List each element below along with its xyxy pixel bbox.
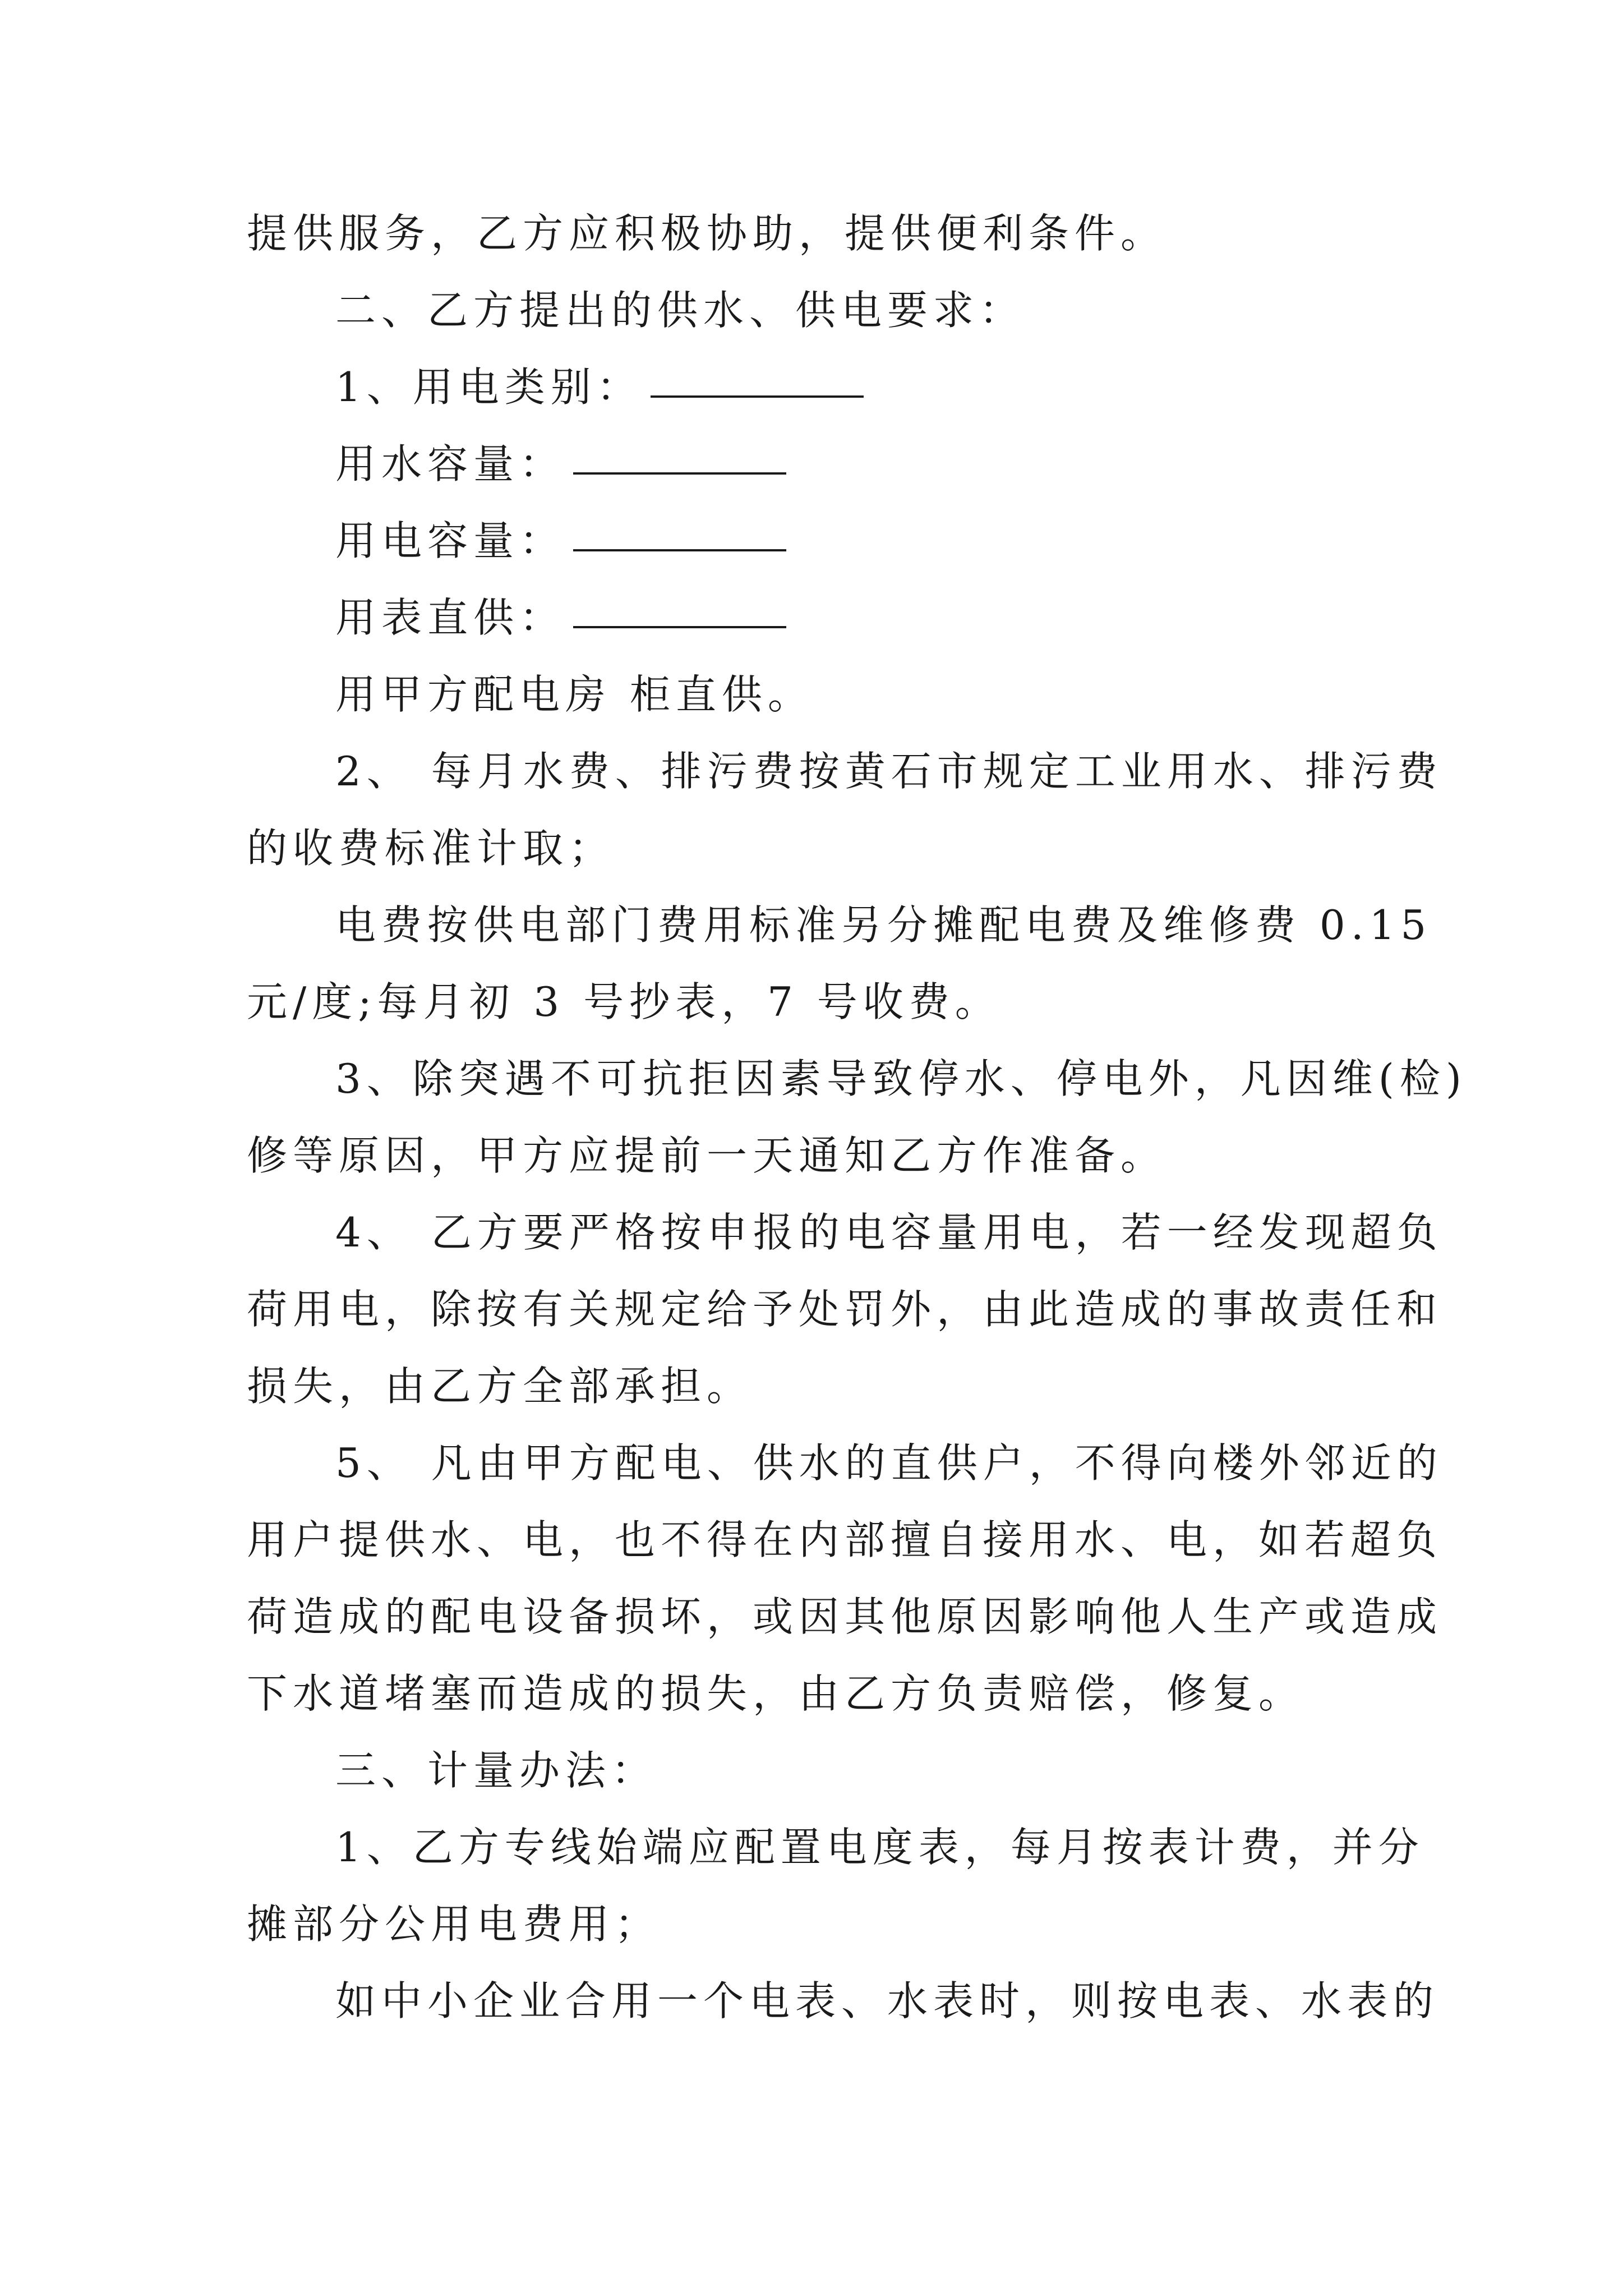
text-line: 电费按供电部门费用标准另分摊配电费及维修费 0.15 <box>335 901 1432 949</box>
text-line: 用户提供水、电，也不得在内部擅自接用水、电，如若超负 <box>247 1516 1443 1563</box>
field-label: 1、用电类别： <box>335 364 643 411</box>
text-line: 2、 每月水费、排污费按黄石市规定工业用水、排污费 <box>335 748 1443 795</box>
text-line: 修等原因，甲方应提前一天通知乙方作准备。 <box>247 1132 1167 1179</box>
blank-line <box>573 626 786 628</box>
blank-line <box>573 472 786 475</box>
text-line: 的收费标准计取； <box>247 825 615 872</box>
text-line: 4、 乙方要严格按申报的电容量用电，若一经发现超负 <box>335 1209 1443 1256</box>
text-line: 元/度;每月初 3 号抄表，7 号收费。 <box>247 978 1001 1025</box>
field-label: 用水容量： <box>335 440 566 487</box>
section-heading: 三、计量办法： <box>335 1747 658 1794</box>
text-line: 荷用电，除按有关规定给予处罚外，由此造成的事故责任和 <box>247 1286 1443 1333</box>
text-line: 用甲方配电房 柜直供。 <box>335 671 814 718</box>
text-line: 损失，由乙方全部承担。 <box>247 1363 753 1410</box>
field-meter-direct-supply <box>335 591 786 645</box>
text-line: 如中小企业合用一个电表、水表时，则按电表、水表的 <box>335 1977 1440 2024</box>
text-line: 荷造成的配电设备损坏，或因其他原因影响他人生产或造成 <box>247 1593 1443 1640</box>
text-line: 下水道堵塞而造成的损失，由乙方负责赔偿，修复。 <box>247 1670 1305 1717</box>
field-label: 用电容量： <box>335 517 566 564</box>
blank-line <box>573 549 786 551</box>
field-water-capacity <box>335 437 786 491</box>
text-line: 摊部分公用电费用； <box>247 1901 661 1948</box>
text-line: 1、乙方专线始端应配置电度表，每月按表计费，并分 <box>335 1824 1424 1871</box>
blank-line <box>651 395 864 398</box>
text-line: 3、除突遇不可抗拒因素导致停水、停电外，凡因维(检) <box>335 1055 1467 1102</box>
field-electricity-capacity <box>335 514 786 568</box>
field-electricity-category <box>335 360 864 414</box>
field-label: 用表直供： <box>335 594 566 641</box>
text-line: 提供服务，乙方应积极协助，提供便利条件。 <box>247 210 1167 257</box>
section-heading: 二、乙方提出的供水、供电要求： <box>335 287 1026 334</box>
text-line: 5、 凡由甲方配电、供水的直供户，不得向楼外邻近的 <box>335 1439 1443 1487</box>
